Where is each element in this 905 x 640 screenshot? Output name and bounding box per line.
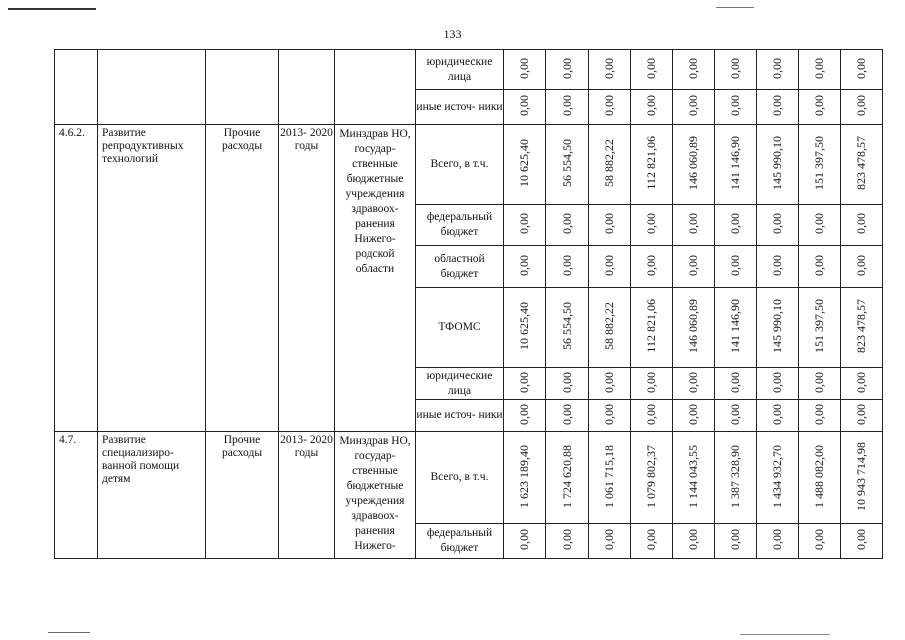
value-cell xyxy=(841,205,883,246)
funding-source-cell: федеральный бюджет xyxy=(416,205,504,246)
value-cell xyxy=(589,288,631,368)
value-text: 0,00 xyxy=(854,371,868,393)
value-cell xyxy=(546,288,589,368)
value-text: 0,00 xyxy=(770,95,784,116)
value-text: 0,00 xyxy=(686,529,700,550)
value-text: 0,00 xyxy=(517,403,531,425)
value-text: 0,00 xyxy=(728,371,742,393)
value-cell xyxy=(841,246,883,288)
value-cell xyxy=(799,246,841,288)
value-text: 0,00 xyxy=(517,529,531,550)
value-cell xyxy=(631,205,673,246)
value-cell xyxy=(757,246,799,288)
value-text: 145 990,10 xyxy=(770,299,784,353)
value-cell xyxy=(504,432,546,524)
value-cell xyxy=(546,125,589,205)
value-text: 1 079 802,37 xyxy=(644,444,658,508)
value-text: 0,00 xyxy=(728,254,742,276)
expense-type-cell: Прочие расходы xyxy=(206,432,279,559)
value-text: 1 144 043,55 xyxy=(686,444,700,508)
value-text: 1 488 082,00 xyxy=(812,444,826,508)
value-cell xyxy=(589,524,631,559)
value-cell xyxy=(715,50,757,90)
value-text: 0,00 xyxy=(854,213,868,234)
funding-source-cell: областной бюджет xyxy=(416,246,504,288)
row-number-cell xyxy=(55,50,98,125)
value-text: 1 623 189,40 xyxy=(517,444,531,508)
value-cell xyxy=(504,524,546,559)
value-text: 0,00 xyxy=(812,254,826,276)
scan-artifact-top xyxy=(8,8,96,10)
value-text: 56 554,50 xyxy=(559,139,574,187)
value-text: 0,00 xyxy=(559,371,574,393)
value-text: 1 387 328,90 xyxy=(728,444,742,508)
row-number-cell: 4.7. xyxy=(55,432,98,559)
value-cell xyxy=(673,368,715,400)
value-text: 0,00 xyxy=(559,213,574,234)
value-cell xyxy=(673,246,715,288)
value-text: 0,00 xyxy=(812,371,826,393)
measure-name-cell: Развитие репродуктивных технологий xyxy=(98,125,206,432)
value-text: 0,00 xyxy=(602,529,616,550)
value-cell xyxy=(589,368,631,400)
value-text: 0,00 xyxy=(812,403,826,425)
value-cell xyxy=(799,368,841,400)
value-text: 0,00 xyxy=(728,57,742,79)
executor-cell: Минздрав НО, государ- ственные бюджетные учреждения здравоох- ранения Нижего- родской области xyxy=(335,125,416,432)
value-text: 145 990,10 xyxy=(770,136,784,190)
value-text: 0,00 xyxy=(812,529,826,550)
value-text: 146 060,89 xyxy=(686,299,700,353)
value-cell xyxy=(757,524,799,559)
value-cell xyxy=(757,432,799,524)
value-text: 10 625,40 xyxy=(517,302,531,350)
value-cell xyxy=(673,125,715,205)
table-row xyxy=(55,50,883,90)
value-cell xyxy=(841,288,883,368)
value-text: 10 943 714,98 xyxy=(854,441,868,511)
value-text: 0,00 xyxy=(728,403,742,425)
value-text: 0,00 xyxy=(602,213,616,234)
value-cell xyxy=(757,125,799,205)
funding-source-cell: иные источ- ники xyxy=(416,400,504,432)
value-text: 823 478,57 xyxy=(854,136,868,190)
value-text: 0,00 xyxy=(770,403,784,425)
value-cell xyxy=(631,400,673,432)
value-cell xyxy=(631,125,673,205)
value-text: 0,00 xyxy=(770,254,784,276)
scan-artifact-bottom-right xyxy=(740,634,830,635)
scan-artifact-top-right xyxy=(716,7,754,8)
value-cell xyxy=(589,246,631,288)
value-cell xyxy=(504,125,546,205)
executor-cell xyxy=(335,50,416,125)
value-text: 141 146,90 xyxy=(728,299,742,353)
value-cell xyxy=(546,368,589,400)
value-text: 0,00 xyxy=(559,254,574,276)
value-cell xyxy=(799,125,841,205)
value-text: 141 146,90 xyxy=(728,136,742,190)
table-row xyxy=(55,432,883,524)
measure-name-cell xyxy=(98,50,206,125)
value-cell xyxy=(673,50,715,90)
value-text: 151 397,50 xyxy=(812,136,826,190)
measure-name-cell: Развитие специализиро- ванной помощи детям xyxy=(98,432,206,559)
value-text: 0,00 xyxy=(644,403,658,425)
budget-table xyxy=(54,49,883,559)
value-cell xyxy=(799,205,841,246)
value-cell xyxy=(504,90,546,125)
value-text: 0,00 xyxy=(854,403,868,425)
value-text: 0,00 xyxy=(559,529,574,550)
value-cell xyxy=(504,205,546,246)
value-text: 0,00 xyxy=(559,403,574,425)
value-cell xyxy=(504,368,546,400)
value-cell xyxy=(799,524,841,559)
value-cell xyxy=(546,246,589,288)
value-text: 0,00 xyxy=(602,95,616,116)
value-cell xyxy=(546,400,589,432)
value-cell xyxy=(589,400,631,432)
value-text: 0,00 xyxy=(644,529,658,550)
value-cell xyxy=(799,90,841,125)
value-text: 0,00 xyxy=(559,95,574,116)
value-text: 1 061 715,18 xyxy=(602,444,616,508)
value-cell xyxy=(546,205,589,246)
value-text: 0,00 xyxy=(644,57,658,79)
value-text: 0,00 xyxy=(728,213,742,234)
page-number: 133 xyxy=(443,27,462,41)
value-cell xyxy=(504,246,546,288)
value-cell xyxy=(715,400,757,432)
value-cell xyxy=(631,368,673,400)
value-cell xyxy=(504,288,546,368)
value-cell xyxy=(546,50,589,90)
value-text: 0,00 xyxy=(686,95,700,116)
value-cell xyxy=(673,288,715,368)
value-cell xyxy=(715,205,757,246)
value-cell xyxy=(631,524,673,559)
value-text: 146 060,89 xyxy=(686,136,700,190)
funding-source-cell: юридические лица xyxy=(416,50,504,90)
value-cell xyxy=(673,432,715,524)
value-cell xyxy=(757,400,799,432)
value-cell xyxy=(631,50,673,90)
value-cell xyxy=(715,432,757,524)
value-text: 0,00 xyxy=(602,254,616,276)
value-text: 0,00 xyxy=(770,371,784,393)
value-text: 0,00 xyxy=(854,57,868,79)
value-text: 0,00 xyxy=(517,371,531,393)
value-cell xyxy=(757,90,799,125)
value-text: 0,00 xyxy=(812,95,826,116)
value-text: 56 554,50 xyxy=(559,302,574,350)
value-cell xyxy=(631,90,673,125)
funding-source-cell: Всего, в т.ч. xyxy=(416,125,504,205)
value-cell xyxy=(589,50,631,90)
value-cell xyxy=(715,125,757,205)
value-cell xyxy=(546,90,589,125)
value-cell xyxy=(631,246,673,288)
value-cell xyxy=(715,368,757,400)
value-text: 0,00 xyxy=(812,213,826,234)
value-cell xyxy=(841,524,883,559)
value-text: 0,00 xyxy=(644,371,658,393)
value-text: 0,00 xyxy=(686,254,700,276)
value-cell xyxy=(631,288,673,368)
value-cell xyxy=(546,432,589,524)
value-cell xyxy=(589,205,631,246)
value-text: 10 625,40 xyxy=(517,139,531,187)
value-text: 112 821,06 xyxy=(644,136,658,190)
value-text: 0,00 xyxy=(559,57,574,79)
value-text: 0,00 xyxy=(812,57,826,79)
value-text: 0,00 xyxy=(644,95,658,116)
value-cell xyxy=(546,524,589,559)
value-text: 0,00 xyxy=(517,254,531,276)
value-cell xyxy=(841,90,883,125)
value-text: 1 434 932,70 xyxy=(770,444,784,508)
value-cell xyxy=(841,400,883,432)
funding-source-cell: юридические лица xyxy=(416,368,504,400)
expense-type-cell xyxy=(206,50,279,125)
period-cell: 2013- 2020 годы xyxy=(279,125,335,432)
executor-cell: Минздрав НО, государ- ственные бюджетные учреждения здравоох- ранения Нижего- xyxy=(335,432,416,559)
value-cell xyxy=(715,288,757,368)
value-text: 0,00 xyxy=(517,95,531,116)
value-cell xyxy=(799,288,841,368)
value-text: 0,00 xyxy=(602,371,616,393)
value-cell xyxy=(673,205,715,246)
value-text: 0,00 xyxy=(686,213,700,234)
value-cell xyxy=(504,400,546,432)
value-text: 151 397,50 xyxy=(812,299,826,353)
value-cell xyxy=(673,400,715,432)
value-cell xyxy=(757,368,799,400)
funding-source-cell: иные источ- ники xyxy=(416,90,504,125)
row-number-cell: 4.6.2. xyxy=(55,125,98,432)
value-cell xyxy=(589,432,631,524)
value-cell xyxy=(841,50,883,90)
value-cell xyxy=(673,524,715,559)
value-cell xyxy=(715,90,757,125)
value-text: 58 882,22 xyxy=(602,302,616,350)
value-text: 1 724 620,88 xyxy=(559,444,574,508)
value-cell xyxy=(841,368,883,400)
expense-type-cell: Прочие расходы xyxy=(206,125,279,432)
value-text: 0,00 xyxy=(644,254,658,276)
value-text: 0,00 xyxy=(517,57,531,79)
value-text: 0,00 xyxy=(602,403,616,425)
funding-source-cell: ТФОМС xyxy=(416,288,504,368)
value-cell xyxy=(757,288,799,368)
value-cell xyxy=(715,246,757,288)
scan-artifact-bottom-left xyxy=(48,632,90,633)
value-text: 0,00 xyxy=(854,529,868,550)
funding-source-cell: Всего, в т.ч. xyxy=(416,432,504,524)
value-text: 58 882,22 xyxy=(602,139,616,187)
value-text: 0,00 xyxy=(644,213,658,234)
value-text: 112 821,06 xyxy=(644,299,658,353)
value-text: 0,00 xyxy=(728,529,742,550)
value-text: 0,00 xyxy=(770,213,784,234)
value-cell xyxy=(589,125,631,205)
value-cell xyxy=(799,50,841,90)
value-cell xyxy=(757,50,799,90)
value-text: 0,00 xyxy=(517,213,531,234)
value-text: 823 478,57 xyxy=(854,299,868,353)
value-cell xyxy=(504,50,546,90)
value-text: 0,00 xyxy=(770,529,784,550)
value-cell xyxy=(673,90,715,125)
value-text: 0,00 xyxy=(686,371,700,393)
value-cell xyxy=(841,432,883,524)
value-cell xyxy=(799,400,841,432)
value-cell xyxy=(715,524,757,559)
value-text: 0,00 xyxy=(686,403,700,425)
period-cell: 2013- 2020 годы xyxy=(279,432,335,559)
value-text: 0,00 xyxy=(854,95,868,116)
value-text: 0,00 xyxy=(854,254,868,276)
value-cell xyxy=(589,90,631,125)
value-cell xyxy=(631,432,673,524)
table-row xyxy=(55,125,883,205)
period-cell xyxy=(279,50,335,125)
value-cell xyxy=(757,205,799,246)
value-text: 0,00 xyxy=(602,57,616,79)
value-cell xyxy=(841,125,883,205)
value-text: 0,00 xyxy=(770,57,784,79)
value-text: 0,00 xyxy=(686,57,700,79)
value-text: 0,00 xyxy=(728,95,742,116)
funding-source-cell: федеральный бюджет xyxy=(416,524,504,559)
value-cell xyxy=(799,432,841,524)
